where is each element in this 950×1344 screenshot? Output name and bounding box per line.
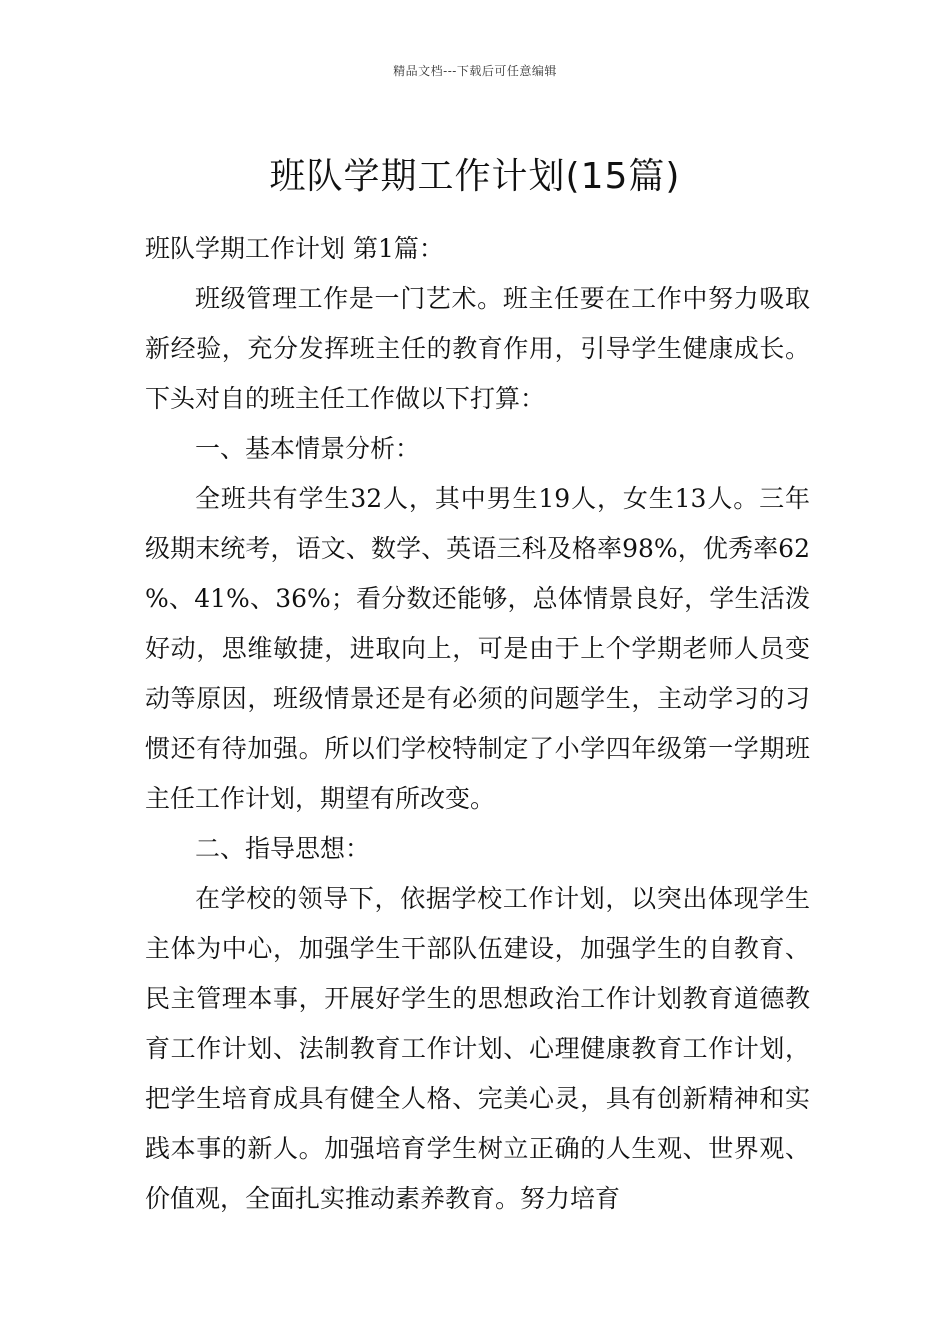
paragraph-guiding-ideology: 在学校的领导下，依据学校工作计划，以突出体现学生主体为中心，加强学生干部队伍建设，加强学生的自教育、民主管理本事，开展好学生的思想政治工作计划教育道德教育工作计划、法制教育工作计划、心理健康教育工作计划，把学生培育成具有健全人格、完美心灵，具有创新精神和实践本事的新人。加强培育学生树立正确的人生观、世界观、价值观，全面扎实推动素养教育。努力培育 [145, 884, 810, 1213]
document-body [145, 224, 810, 1224]
heading-guiding-ideology: 二、指导思想： [195, 834, 371, 863]
intro-paragraph: 班级管理工作是一门艺术。班主任要在工作中努力吸取新经验，充分发挥班主任的教育作用，引导学生健康成长。下头对自的班主任工作做以下打算： [145, 284, 810, 413]
document-title: 班队学期工作计划(15篇) [269, 156, 681, 198]
section-heading: 班队学期工作计划 第1篇： [145, 234, 444, 263]
paragraph-basic-situation: 全班共有学生32人，其中男生19人，女生13人。三年级期末统考，语文、数学、英语三科及格率98%，优秀率62%、41%、36%；看分数还能够，总体情景良好，学生活泼好动，思维敏捷，进取向上，可是由于上个学期老师人员变动等原因，班级情景还是有必须的问题学生，主动学习的习惯还有待加强。所以们学校特制定了小学四年级第一学期班主任工作计划，期望有所改变。 [145, 484, 810, 813]
page-header-watermark: 精品文档---下载后可任意编辑 [393, 64, 557, 78]
heading-basic-situation: 一、基本情景分析： [195, 434, 421, 463]
